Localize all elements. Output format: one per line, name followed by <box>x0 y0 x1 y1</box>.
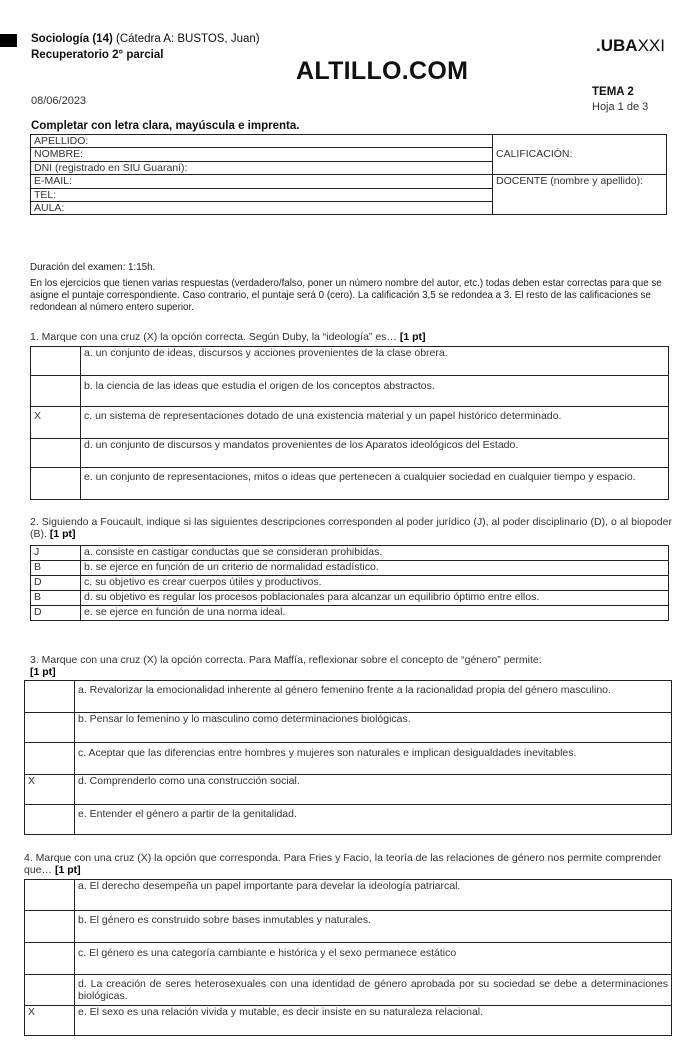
question-prompt: 4. Marque con una cruz (X) la opción que corresponda. Para Fries y Facio, la teoría de las relaciones de género nos permite comprender que… <box>24 852 662 876</box>
exam-name: Recuperatorio 2° parcial <box>31 49 164 61</box>
question-points: [1 pt] <box>30 665 56 678</box>
option-text: c. un sistema de representaciones dotado de una existencia material y un papel histórico determinado. <box>81 407 669 439</box>
option-text: c. su objetivo es crear cuerpos útiles y productivos. <box>81 576 669 591</box>
option-text: e. Entender el género a partir de la genitalidad. <box>75 805 672 835</box>
option-text: d. Comprenderlo como una construcción social. <box>75 775 672 805</box>
option-text: e. El sexo es una relación vivida y mutable, es decir insiste en su naturaleza relacional. <box>75 1006 672 1036</box>
course-chair: (Cátedra A: BUSTOS, Juan) <box>112 33 260 45</box>
option-text: b. Pensar lo femenino y lo masculino como determinaciones biológicas. <box>75 713 672 743</box>
page-counter: Hoja 1 de 3 <box>592 101 649 113</box>
duration-note: Duración del examen: 1:15h. <box>30 262 156 273</box>
exam-date: 08/06/2023 <box>31 95 87 107</box>
question-1-title <box>30 332 672 344</box>
question-2-title <box>30 517 672 540</box>
field-docente[interactable]: DOCENTE (nombre y apellido): <box>493 175 667 215</box>
question-prompt: 3. Marque con una cruz (X) la opción correcta. Para Maffía, reflexionar sobre el concepto de “género” permite: <box>30 654 542 666</box>
tema-label: TEMA 2 <box>592 86 634 98</box>
answer-cell[interactable] <box>25 743 75 775</box>
option-text: b. El género es construido sobre bases inmutables y naturales. <box>75 911 672 943</box>
answer-cell[interactable] <box>31 468 81 500</box>
answer-cell[interactable]: B <box>31 591 81 606</box>
option-text: b. la ciencia de las ideas que estudia el origen de los conceptos abstractos. <box>81 376 669 407</box>
field-apellido[interactable]: APELLIDO: <box>31 135 493 148</box>
field-aula[interactable]: AULA: <box>31 201 493 214</box>
option-text: a. Revalorizar la emocionalidad inherente al género femenino frente a la racionalidad propia del género masculino. <box>75 681 672 713</box>
uba-logo <box>596 36 665 56</box>
answer-cell[interactable] <box>25 911 75 943</box>
option-text: c. Aceptar que las diferencias entre hombres y mujeres son naturales e implican desigualdades inevitables. <box>75 743 672 775</box>
option-text: d. un conjunto de discursos y mandatos provenientes de los Aparatos ideológicos del Estado. <box>81 439 669 468</box>
field-nombre[interactable]: NOMBRE: <box>31 148 493 161</box>
option-text: a. un conjunto de ideas, discursos y acciones provenientes de la clase obrera. <box>81 347 669 376</box>
watermark-logo: ALTILLO.COM <box>296 57 469 85</box>
answer-cell[interactable]: B <box>31 561 81 576</box>
answer-cell[interactable] <box>31 347 81 376</box>
question-3-title <box>30 655 675 678</box>
answer-cell[interactable] <box>25 713 75 743</box>
exam-notes <box>30 262 675 314</box>
answer-cell[interactable]: X <box>25 775 75 805</box>
field-calificacion[interactable]: CALIFICACIÓN: <box>493 135 667 175</box>
answer-cell[interactable] <box>25 943 75 975</box>
student-id-form <box>30 134 667 215</box>
question-prompt: 1. Marque con una cruz (X) la opción correcta. Según Duby, la “ideología” es… <box>30 331 397 343</box>
option-text: a. El derecho desempeña un papel importante para develar la ideología patriarcal. <box>75 880 672 911</box>
option-text: d. su objetivo es regular los procesos poblacionales para alcanzar un equilibrio óptimo entre ellos. <box>81 591 669 606</box>
option-text: e. un conjunto de representaciones, mitos o ideas que pertenecen a cualquier sociedad en cualquier tiempo y espacio. <box>81 468 669 500</box>
question-3-table <box>24 680 672 835</box>
grading-rules: En los ejercicios que tienen varias respuestas (verdadero/falso, poner un número nombre del autor, etc.) todas deben estar correctas para que se asigne el puntaje correspondiente. Caso contrario, el puntaje será 0 (cero). La calificación 3,5 se redondea a 3. El resto de las calificaciones se redondean al número entero superior. <box>30 277 662 313</box>
question-points: [1 pt] <box>54 863 81 876</box>
answer-cell[interactable]: D <box>31 606 81 621</box>
corner-mark <box>0 34 17 47</box>
answer-cell[interactable]: X <box>31 407 81 439</box>
question-4-table <box>24 879 672 1036</box>
question-4-title <box>24 853 674 876</box>
answer-cell[interactable]: J <box>31 546 81 561</box>
question-points: [1 pt] <box>399 331 426 343</box>
option-text: b. se ejerce en función de un criterio de normalidad estadístico. <box>81 561 669 576</box>
question-points: [1 pt] <box>49 527 76 540</box>
answer-cell[interactable] <box>25 975 75 1006</box>
field-email[interactable]: E-MAIL: <box>31 175 493 188</box>
answer-cell[interactable]: D <box>31 576 81 591</box>
course-name: Sociología (14) <box>31 33 113 45</box>
option-text: d. La creación de seres heterosexuales con una identidad de género aprobada por su sociedad se debe a determinaciones biológicas. <box>75 975 672 1006</box>
question-1-table <box>30 346 669 500</box>
course-title <box>31 33 260 47</box>
field-dni[interactable]: DNI (registrado en SIU Guaraní): <box>31 161 493 174</box>
uba-logo-bold: .UBA <box>596 36 638 55</box>
answer-cell[interactable] <box>25 880 75 911</box>
option-text: e. se ejerce en función de una norma ideal. <box>81 606 669 621</box>
option-text: a. consiste en castigar conductas que se consideran prohibidas. <box>81 546 669 561</box>
question-prompt: 2. Siguiendo a Foucault, indique si las siguientes descripciones corresponden al poder jurídico (J), al poder disciplinario (D), o al biopoder (B). <box>30 516 672 540</box>
form-instruction: Completar con letra clara, mayúscula e imprenta. <box>31 120 300 132</box>
answer-cell[interactable] <box>31 376 81 407</box>
answer-cell[interactable] <box>25 805 75 835</box>
answer-cell[interactable] <box>31 439 81 468</box>
field-tel[interactable]: TEL: <box>31 188 493 201</box>
uba-logo-suffix: XXI <box>637 36 665 55</box>
answer-cell[interactable] <box>25 681 75 713</box>
option-text: c. El género es una categoría cambiante e histórica y el sexo permanece estático <box>75 943 672 975</box>
answer-cell[interactable]: X <box>25 1006 75 1036</box>
question-2-table <box>30 545 669 621</box>
